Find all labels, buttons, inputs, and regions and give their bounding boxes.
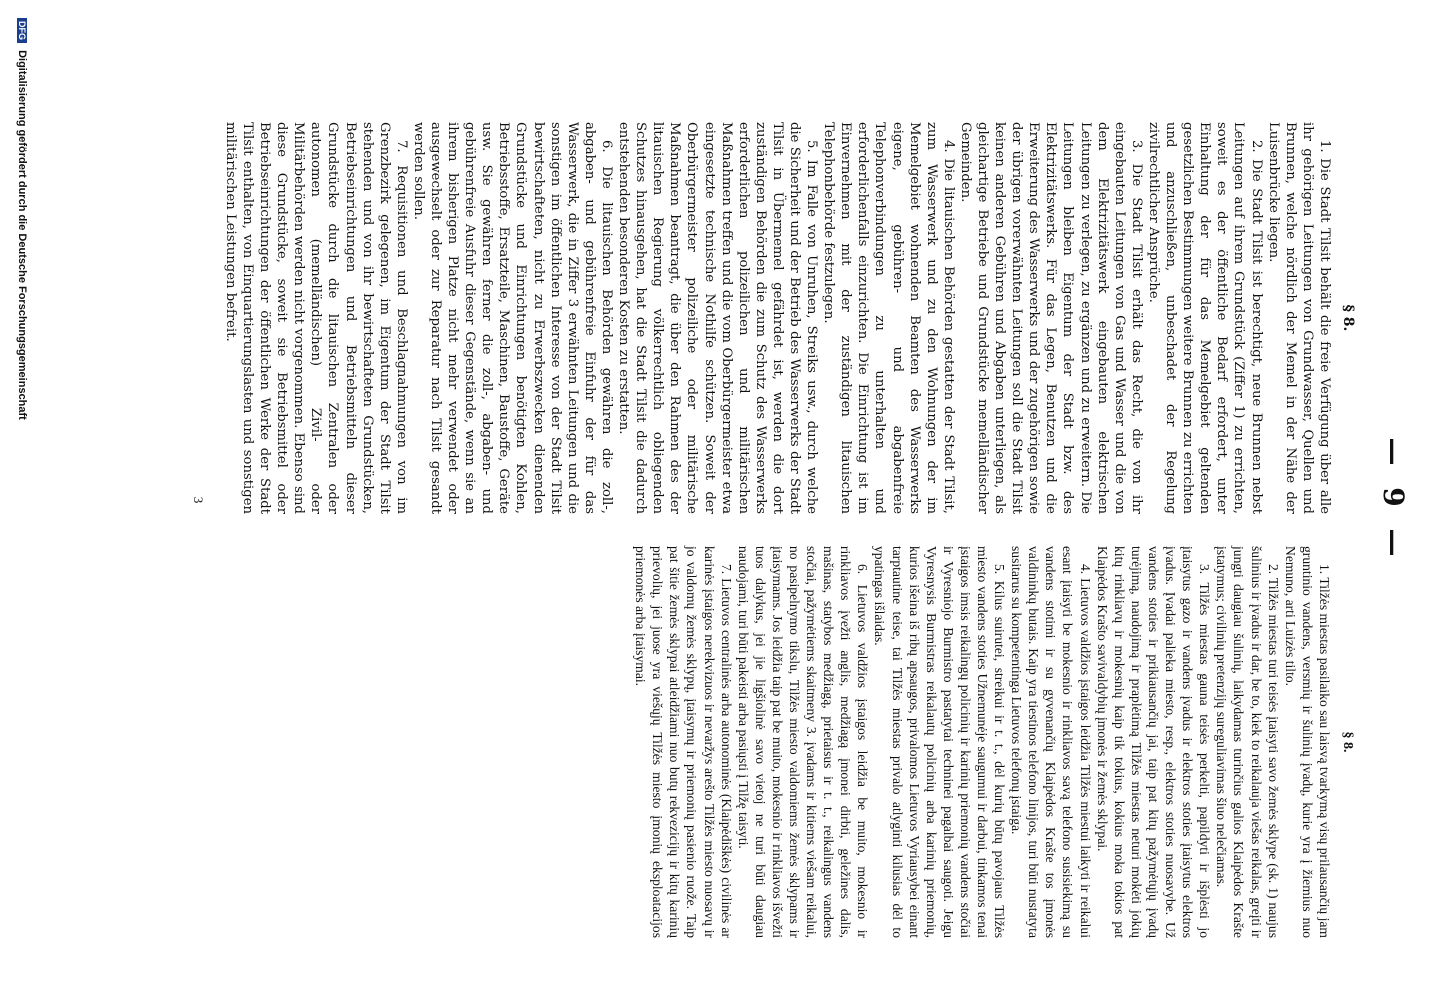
lithuanian-paragraph: 6. Lietuvos valdžios įstaigos leidžia be muito, mokesnio ir rinkliavos įvežti anglis, medžiagą įmonei dirbti, geležines dalis, mašinas, statybos medžiagą, prietaisus ir t. t., reikalingus vandens stočiai, pažymėtiems skaitmeny 3. įvadams ir kitiems viešam reikalui, no pasipelnymo tikslu, Tilžės miesto valdomiems žemės sklypams ir įtaisymams. Jos leidžia taip pat be muito, mokesnio ir rinkliavos išvežti tuos dalykus, jei jie ligšiolinė savo vietoj ne turi būti daugiau naudojami, turi būti pakeisti arba pasiųsti į Tilžę taisyti. <box>735 546 871 938</box>
section-heading-lithuanian: § 8. <box>1340 731 1355 753</box>
german-paragraph: 3. Die Stadt Tilsit erhält das Recht, die von ihr eingebauten Leitungen von Gas und Wasser und die von dem Elektrizitätswerk eingebauten elektrischen Leitungen zu verlegen, zu ergänzen und zu erweitern. Die Leitungen bleiben Eigentum der Stadt bzw. des Elektrizitätswerks. Für das Legen, Benutzen und die Erweiterung des Wasserwerks und der zugehörigen sowie der übrigen vorerwähnten Leitungen soll die Stadt Tilsit keinen anderen Gebühren und Abgaben unterliegen, als gleichartige Betriebe und Grundstücke memelländischer Gemeinden. <box>957 122 1144 514</box>
german-paragraph: 4. Die litauischen Behörden gestatten der Stadt Tilsit, zum Wasserwerk und zu den Wohnungen der im Memelgebiet wohnenden Beamten des Wasserwerks eigene, gebühren- und abgabenfreie Telephonverbindungen zu unterhalten und erforderlichenfalls einzurichten. Die Einrichtung ist im Einvernehmen mit der zuständigen litauischen Telephonbehörde festzulegen. <box>821 122 956 514</box>
lithuanian-paragraph: 2. Tilžės miestas turi teisės įtaisyti savo žemės sklype (sk. 1) naujus šulinius ir įvadus ir dar, be to, kiek to reikalauja viešas reikalas, greįti ir jungti daugiau šulinių, laikydamas turinčius galios Klaipėdos Krašte įstatymus; civilinių pretenzijų sureguliavimas šiuo nelečiamas. <box>1214 546 1281 938</box>
german-paragraph: 6. Die litauischen Behörden gewähren die zoll-, abgaben- und gebührenfreie Einfuhr der für das Wasserwerk, die in Ziffer 3 erwähnten Leitungen und die sonstigen im öffentlichen Interesse von der Stadt Tilsit bewirtschafteten, nicht zu Erwerbszwecken dienenden Grundstücke und Einrichtungen benötigten Kohlen, Betriebsstoffe, Ersatzteile, Maschinen, Baustoffe, Geräte usw. Sie gewähren ferner die zoll-, abgaben- und gebührenfreie Ausfuhr dieser Gegenstände, wenn sie an ihrem bisherigen Platze nicht mehr verwendet oder ausgewechselt oder zur Reparatur nach Tilsit gesandt werden sollen. <box>410 122 614 514</box>
german-paragraph: 2. Die Stadt Tilsit ist berechtigt, neue Brunnen nebst Leitungen auf ihrem Grundstück (Ziffer 1) zu errichten, soweit es der öffentliche Bedarf erfordert, unter Einhaltung der für das Memelgebiet geltenden gesetzlichen Bestimmungen weitere Brunnen zu errichten und anzuschließen, unbeschadet der Regelung zivilrechtlicher Ansprüche. <box>1145 122 1264 514</box>
dfg-logo-icon: DFG <box>17 18 27 43</box>
german-text-column <box>222 122 1356 514</box>
lithuanian-paragraph: 7. Lietuvos centralinės arba autonominės (Klaipėdiškės) civilinės ar karinės įstaigos nerekvizuos ir nevaržys arešto Tilžės miesto nuosavų ir jo valdomų žemės sklypų, įtaisymų ir priemonių pasienio ruože. Taip pat šitie žemės sklypai atleidžiami nuo butų rekvezicijų ir kitų karinių prievolių, jei juose yra viešųjų Tilžės miesto įmonių eksploatacijos priemonės arba įtaisymai. <box>633 546 734 938</box>
credit-text: Digitalisierung gefördert durch die Deutsche Forschungsgemeinschaft <box>16 50 28 420</box>
german-paragraph: 7. Requisitionen und Beschlagnahmungen von im Grenzbezirk gelegenen, im Eigentum der Stadt Tilsit stehenden und von ihr bewirtschafteten Grundstücken, Betriebseinrichtungen und Betriebsmitteln dieser Grundstücke durch die litauischen Zentralen oder autonomen (memelländischen) Zivil- oder Militärbehörden werden nicht vorgenommen. Ebenso sind diese Grundstücke, soweit sie Betriebsmittel oder Betriebseinrichtungen der öffentlichen Werke der Stadt Tilsit enthalten, von Einquartierungslasten und sonstigen militärischen Leistungen befreit. <box>222 122 409 514</box>
lithuanian-text-column <box>632 546 1356 938</box>
german-paragraph: 1. Die Stadt Tilsit behält die freie Verfügung über alle ihr gehörigen Leitungen von Grundwasser, Quellen und Brunnen, welche nördlich der Memel in der Nähe der Luisenbrücke liegen. <box>1265 122 1332 514</box>
lithuanian-paragraph: 5. Kilus suirutei, streikui ir t. t., dėl kurių būtų pavojaus Tilžės miesto vandens stoties Užnemunėje saugumui ir darbui, tinkamos tenai įstaigos imsis reikalingų policinių ir karinių priemonių vandens stočiai ir Vyresniojo Burmistro pastatytai techninei pagalbai saugoti. Jeigu Vyresnysis Burmistras reikalautų policinių arba karinių priemonių, kurios išeina iš ribų apsaugos, privalomos Lietuvos Vyriausybei einant tarptautine teise, tai Tilžės miestas privalo atlyginti kilusias dėl to ypatingas išlaidas. <box>872 546 1008 938</box>
page-number: — 9 — <box>1377 437 1410 563</box>
footer-page-number: 3 <box>191 496 206 504</box>
digitization-credit <box>16 0 28 1000</box>
section-heading-german: § 8. <box>1340 304 1356 332</box>
german-paragraph: 5. Im Falle von Unruhen, Streiks usw., durch welche die Sicherheit und der Betrieb des Wasserwerks der Stadt Tilsit in Übermemel gefährdet ist, werden die dort zuständigen Behörden die zum Schutz des Wasserwerks erforderlichen polizeilichen und militärischen Maßnahmen treffen und die vom Oberbürgermeister etwa eingesetzte technische Nothilfe schützen. Soweit der Oberbürgermeister polizeiliche oder militärische Maßnahmen beantragt, die über den Rahmen des der litauischen Regierung völkerrechtlich obliegenden Schutzes hinausgehen, hat die Stadt Tilsit die dadurch entstehenden besonderen Kosten zu erstatten. <box>616 122 820 514</box>
lithuanian-paragraph: 4. Lietuvos valdžios įstaigos leidžia Tilžės miestui laikyti ir reikalui esant įtaisyti be mokesnio ir rinkliavos savą telefono susisiekimą su vandens stotimi ir su gyvenančių Klaipėdos Krašte tos įmonės valdininkų butais. Kaip yra tiestinos telefono linijos, turi būti nustatyta susitarus su kompetentinga Lietuvos telefonų įstaiga. <box>1009 546 1093 938</box>
lithuanian-paragraph: 1. Tilžės miestas pasilaiko sau laisvą tvarkymą visų prilausančių jam gruntinio vandens, versmių ir šulinių įvadų, kurie yra į žiemius nuo Nemuno, arti Luizės tilto. <box>1282 546 1332 938</box>
lithuanian-paragraph: 3. Tilžės miestas gauna teisės perkelti, papildyti ir išplėsti jo įtaisytus gazo ir vandens įvadus ir elektros stoties įtaisytus elektros įvadus. Įvadai palieka miesto, resp., elektros stoties nuosavybe. Už vandens stoties ir prikiausančių jai, taip pat kitų pažymėtųjų įvadų turėjimą, naudojimą ir praplėtimą Tilžės miestas neturi mokėti jokių kitų rinkliavų ir mokesnių kaip tik tokius, kokius moka tokios pat Klaipėdos Krašto savivaldybių įmonės ir žemės sklypai. <box>1094 546 1213 938</box>
